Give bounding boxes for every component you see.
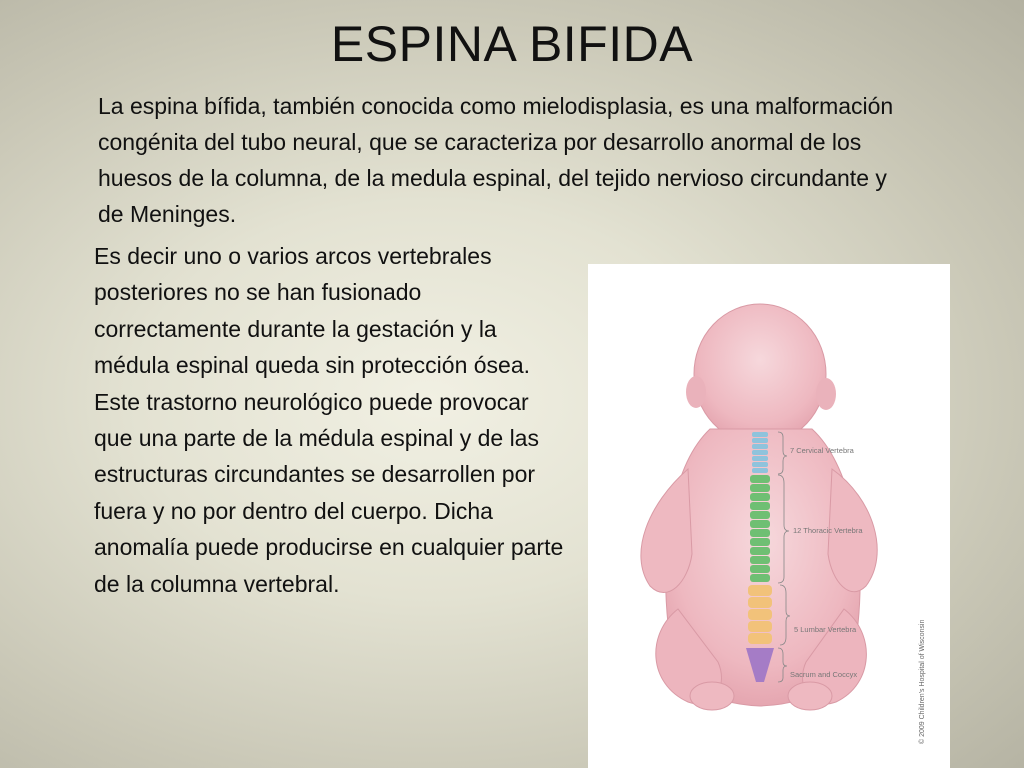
label-lumbar: 5 Lumbar Vertebra (794, 625, 857, 634)
copyright-text: © 2009 Children's Hospital of Wisconsin (919, 619, 926, 744)
body-paragraph: Es decir uno o varios arcos vertebrales posteriores no se han fusionado correctamente durante la gestación y la médula espinal queda sin protección ósea. Este trastorno neurológico puede provocar que una parte de la médula espinal y de las estructuras circundantes se desarrollen por fuera y no por dentro del cuerpo. Dicha anomalía puede producirse en cualquier parte de la columna vertebral. (94, 243, 564, 597)
baby-spine-illustration (588, 264, 950, 768)
label-sacrum: Sacrum and Coccyx (790, 670, 858, 679)
label-cervical: 7 Cervical Vertebra (790, 446, 854, 455)
label-thoracic: 12 Thoracic Vertebra (793, 526, 863, 535)
lumbar-vertebrae (748, 585, 772, 644)
slide-title: ESPINA BIFIDA (330, 16, 694, 72)
cervical-vertebrae (752, 432, 768, 473)
spine-diagram (588, 264, 950, 768)
intro-paragraph: La espina bífida, también conocida como mielodisplasia, es una malformación congénita del tubo neural, que se caracteriza por desarrollo anormal de los huesos de la columna, de la medula espinal, del tejido nervioso circundante y de Meninges. (98, 93, 894, 227)
